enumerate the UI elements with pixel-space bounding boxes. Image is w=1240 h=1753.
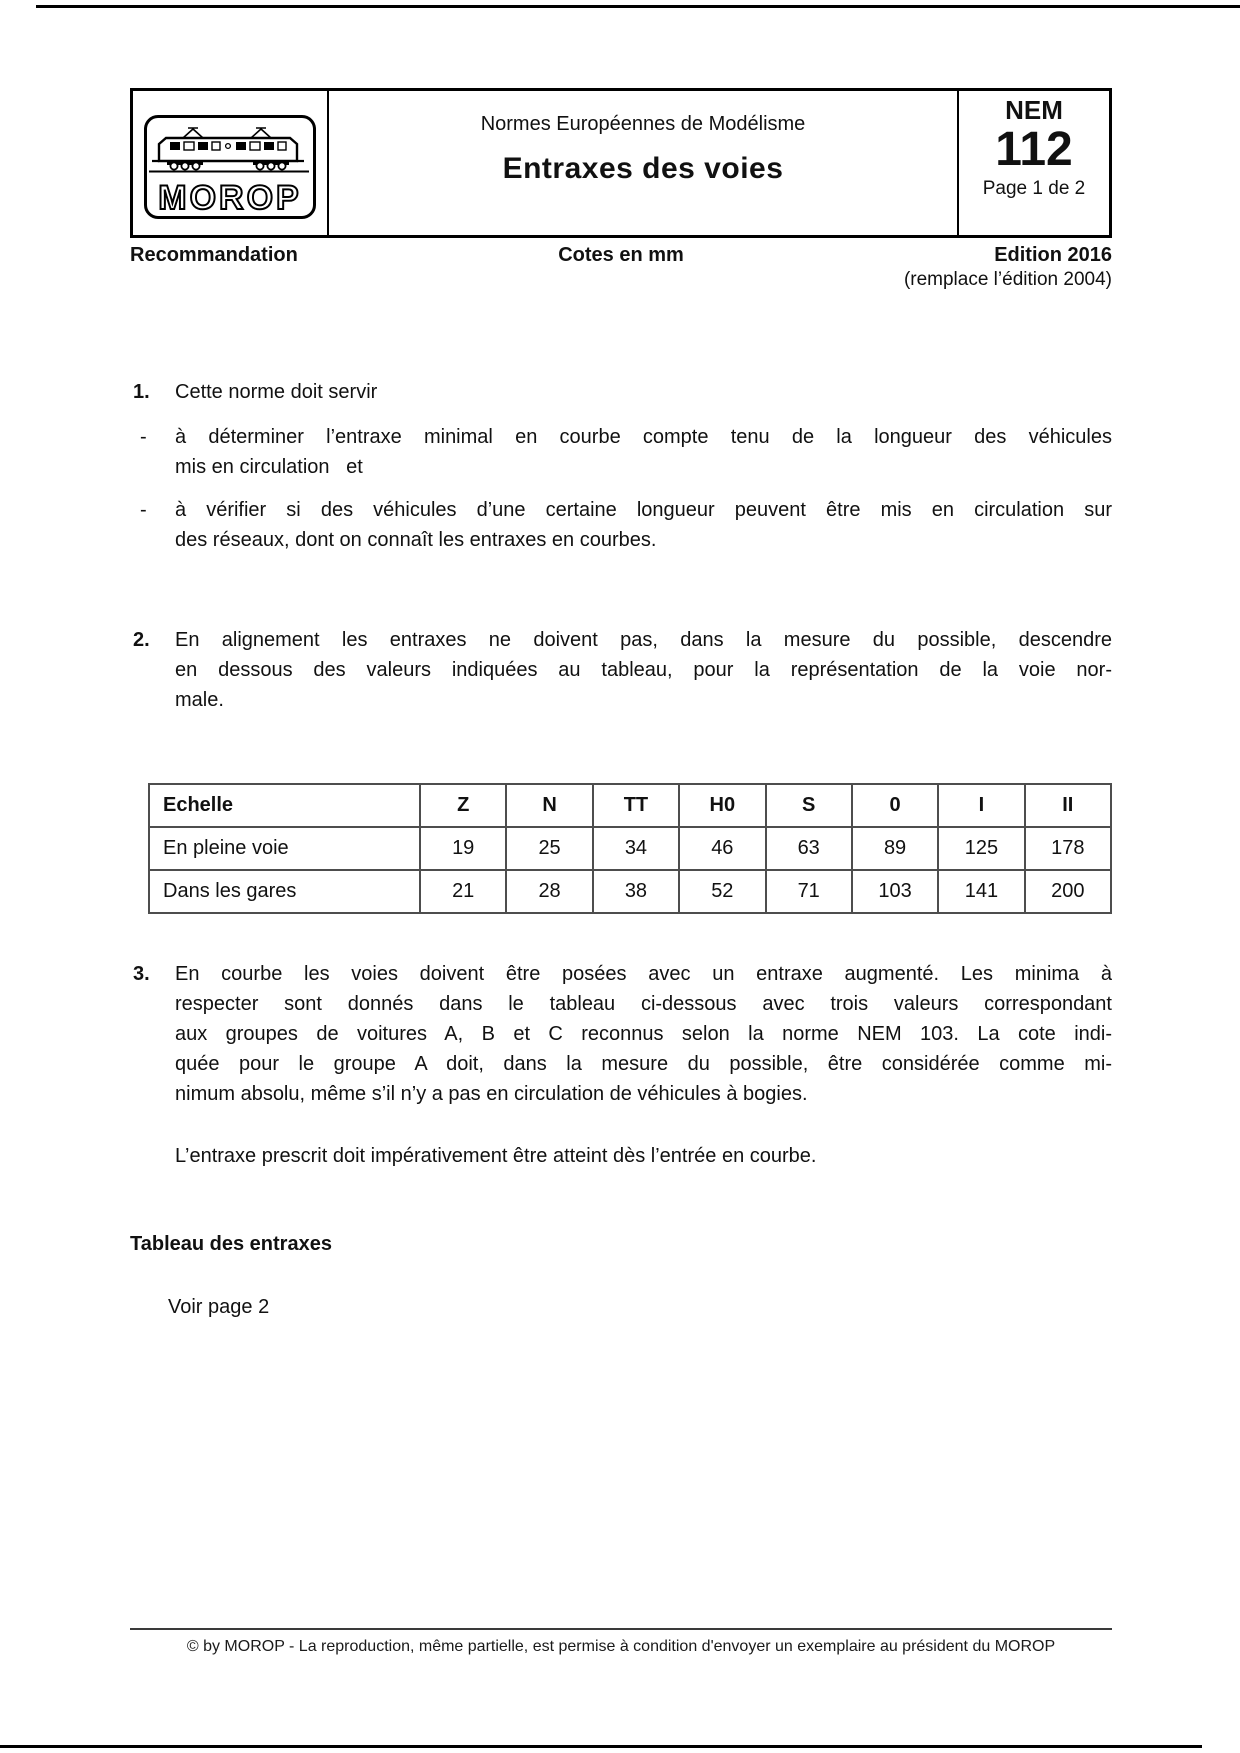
value-cell: 141 xyxy=(938,870,1024,913)
column-header: I xyxy=(938,784,1024,827)
value-cell: 63 xyxy=(766,827,852,870)
table-header-row xyxy=(149,784,1111,827)
column-header: S xyxy=(766,784,852,827)
header-title-cell xyxy=(329,91,959,235)
text-line: aux groupes de voitures A, B et C reconnus selon la norme NEM 103. La cote indi- xyxy=(175,1023,1112,1045)
text-line: male. xyxy=(175,689,224,711)
entraxes-table-heading: Tableau des entraxes xyxy=(130,1233,332,1255)
row-label: En pleine voie xyxy=(149,827,420,870)
page-footer xyxy=(130,1628,1112,1656)
text-line: à déterminer l’entraxe minimal en courbe compte tenu de la longueur des véhicules xyxy=(175,426,1112,448)
table-row xyxy=(149,870,1111,913)
column-header: H0 xyxy=(679,784,765,827)
column-header: II xyxy=(1025,784,1111,827)
column-header: 0 xyxy=(852,784,938,827)
edition-label: Edition 2016 xyxy=(994,244,1112,266)
units-label: Cotes en mm xyxy=(558,244,684,266)
section-number: 1. xyxy=(133,381,150,403)
page-indicator: Page 1 de 2 xyxy=(982,178,1086,199)
row-label: Dans les gares xyxy=(149,870,420,913)
value-cell: 103 xyxy=(852,870,938,913)
edition-note: (remplace l’édition 2004) xyxy=(903,269,1112,290)
column-header: TT xyxy=(593,784,679,827)
header-logo-cell xyxy=(133,91,329,235)
doc-type-label: Recommandation xyxy=(130,244,298,266)
value-cell: 52 xyxy=(679,870,765,913)
table-row xyxy=(149,827,1111,870)
logo-wordmark: MOROP xyxy=(158,179,302,217)
value-cell: 25 xyxy=(506,827,592,870)
text-line: L’entraxe prescrit doit impérativement être atteint dès l’entrée en courbe. xyxy=(175,1145,817,1167)
text-line: nimum absolu, même s’il n’y a pas en circulation de véhicules à bogies. xyxy=(175,1083,808,1105)
value-cell: 178 xyxy=(1025,827,1111,870)
value-cell: 28 xyxy=(506,870,592,913)
document-title: Entraxes des voies xyxy=(502,152,784,185)
header-number-cell xyxy=(959,91,1109,235)
nem-label: NEM xyxy=(1005,95,1063,125)
text-line: quée pour le groupe A doit, dans la mesure du possible, être considérée comme mi- xyxy=(175,1053,1112,1075)
section-1 xyxy=(130,377,1112,407)
value-cell: 46 xyxy=(679,827,765,870)
document-series: Normes Européennes de Modélisme xyxy=(480,113,806,135)
text-line: à vérifier si des véhicules d’une certaine longueur peuvent être mis en circulation sur xyxy=(175,499,1112,521)
section-number: 2. xyxy=(133,629,150,651)
scale-table xyxy=(148,783,1112,914)
value-cell: 34 xyxy=(593,827,679,870)
bullet-marker: - xyxy=(140,426,147,448)
value-cell: 19 xyxy=(420,827,506,870)
bullet-item-1 xyxy=(130,422,1112,482)
nem-number: 112 xyxy=(995,123,1073,176)
column-header: N xyxy=(506,784,592,827)
morop-logo xyxy=(144,115,316,219)
copyright-line: © by MOROP - La reproduction, même partielle, est permise à condition d'envoyer un exemplaire au président du MOROP xyxy=(186,1638,1056,1655)
page-content xyxy=(130,88,1112,1319)
footer-rule xyxy=(130,1628,1112,1630)
value-cell: 89 xyxy=(852,827,938,870)
text-line: en dessous des valeurs indiquées au tableau, pour la représentation de la voie nor- xyxy=(175,659,1112,681)
text-line: Cette norme doit servir xyxy=(175,381,378,403)
see-page-2-note: Voir page 2 xyxy=(168,1296,270,1318)
bullet-item-2 xyxy=(130,495,1112,555)
value-cell: 38 xyxy=(593,870,679,913)
value-cell: 21 xyxy=(420,870,506,913)
bullet-marker: - xyxy=(140,499,147,521)
locomotive-icon xyxy=(147,121,311,173)
column-header: Z xyxy=(420,784,506,827)
value-cell: 200 xyxy=(1025,870,1111,913)
closing-paragraph xyxy=(130,1141,1112,1171)
scan-border-top xyxy=(36,5,1240,8)
section-2 xyxy=(130,625,1112,715)
text-line: En alignement les entraxes ne doivent pas, dans la mesure du possible, descendre xyxy=(175,629,1112,651)
value-cell: 125 xyxy=(938,827,1024,870)
text-line: respecter sont donnés dans le tableau ci-dessous avec trois valeurs correspondant xyxy=(175,993,1112,1015)
column-header: Echelle xyxy=(149,784,420,827)
scan-border-bottom xyxy=(0,1745,1202,1748)
section-3 xyxy=(130,959,1112,1109)
text-line: En courbe les voies doivent être posées avec un entraxe augmenté. Les minima à xyxy=(175,963,1112,985)
section-number: 3. xyxy=(133,963,150,985)
header-table xyxy=(130,88,1112,238)
text-line: mis en circulation et xyxy=(175,456,363,478)
value-cell: 71 xyxy=(766,870,852,913)
text-line: des réseaux, dont on connaît les entraxes en courbes. xyxy=(175,529,657,551)
subheader-row xyxy=(130,244,1112,267)
